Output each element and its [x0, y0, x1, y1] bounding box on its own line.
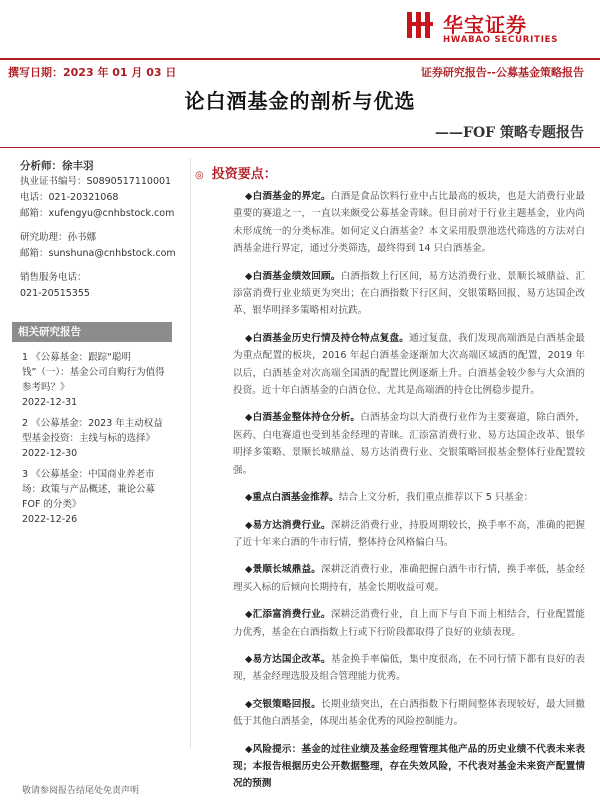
analyst-phone: 电话：021-20321068	[20, 192, 119, 203]
point-paragraph: ◆白酒基金整体持仓分析。白酒基金均以大消费行业作为主要赛道，除白酒外，医药、白电赛道也受到基金经理的青睐。汇添富消费行业、易方达国企改革、银华明择多策略、景顺长城鼎益、易方达消费行业、交银策略回报基金整体行业配置较强。	[233, 412, 585, 476]
assistant-name: 研究助理：孙书娜	[20, 232, 97, 243]
logo-chinese: 华宝证券	[443, 13, 527, 37]
investment-points-title: ◎ 投资要点：	[195, 167, 277, 182]
report-date: 撰写日期：2023 年 01 月 03 日	[8, 66, 177, 79]
point-paragraph: ◆白酒基金历史行情及持仓特点复盘。通过复盘，我们发现高端酒是白酒基金最为重点配置的板块，2016 年起白酒基金逐渐加大次高端区域酒的配置，2019 年以后，白酒基金对次高端全国酒的配置比例逐渐上升。白酒基金较少参与大众酒的投资。近十年白酒基金的白酒仓位、尤其是高端酒的持仓比例稳步提升。	[233, 332, 585, 397]
related-report-date: 2022-12-31	[22, 397, 78, 408]
analyst-name: 分析师：徐丰羽	[20, 160, 94, 172]
target-icon: ◎	[195, 170, 204, 181]
huabao-logo-icon	[405, 10, 435, 40]
related-reports-header: 相关研究报告	[12, 322, 172, 342]
fund-recommendation: ◆易方达消费行业。深耕泛消费行业，持股周期较长，换手率不高，准确的把握了近十年来白酒的牛市行情，整体持仓风格偏白马。	[233, 519, 585, 548]
point-paragraph: ◆白酒基金绩效回顾。白酒指数上行区间，易方达消费行业、景顺长城鼎益、汇添富消费行业业绩更为突出；在白酒指数下行区间，交银策略回报、易方达国企改革、银华明择多策略相对抗跌。	[233, 270, 586, 317]
report-type: 证券研究报告--公募基金策略报告	[420, 66, 584, 79]
related-report-item[interactable]	[22, 467, 172, 527]
page-subtitle: ——FOF 策略专题报告	[435, 125, 584, 141]
risk-warning: ◆风险提示：基金的过往业绩及基金经理管理其他产品的历史业绩不代表未来表现；本报告根据历史公开数据整理，存在失效风险，不代表对基金未来资产配置情况的预测	[233, 743, 585, 790]
header-divider	[0, 58, 600, 60]
license-number: 执业证书编号：S0890517110001	[20, 176, 172, 187]
fund-recommendation: ◆景顺长城鼎益。深耕泛消费行业，准确把握白酒牛市行情，换手率低，基金经理买入标的后倾向长期持有，基金长期收益可观。	[233, 564, 585, 593]
title-divider	[0, 147, 600, 148]
point-paragraph: ◆白酒基金的界定。白酒是食品饮料行业中占比最高的板块，也是大消费行业最重要的赛道之一，一直以来颇受公募基金青睐。但目前对于行业主题基金，业内尚未形成统一的分类标准。如何定义白酒基金？本文采用股票池迭代筛选的方法对白酒基金进行界定，通过分类筛选，最终得到 14 只白酒基金。	[233, 191, 585, 255]
investment-points	[233, 188, 585, 803]
analyst-info	[20, 158, 180, 302]
page-title: 论白酒基金的剖析与优选	[184, 89, 416, 113]
disclaimer-note: 敬请参阅报告结尾处免责声明	[22, 786, 140, 796]
related-report-title: 1 《公募基金：跟踪“聪明钱”（一）：基金公司自购行为值得参考吗？》	[22, 352, 165, 393]
company-logo	[405, 8, 585, 48]
sales-label: 销售服务电话：	[20, 272, 87, 283]
fund-recommendation: ◆易方达国企改革。基金换手率偏低，集中度很高，在不同行情下都有良好的表现，基金经理选股及组合管理能力优秀。	[233, 653, 585, 683]
assistant-email[interactable]: 邮箱：sunshuna@cnhbstock.com	[20, 248, 176, 259]
logo-english: HWABAO SECURITIES	[443, 35, 559, 45]
fund-recommendation: ◆汇添富消费行业。深耕泛消费行业，自上而下与自下而上相结合，行业配置能力优秀，基金在白酒指数上行或下行阶段都取得了良好的业绩表现。	[233, 609, 585, 638]
related-report-title: 2 《公募基金：2023 年主动权益型基金投资：主线与标的选择》	[22, 418, 163, 444]
fund-recommendation: ◆交银策略回报。长期业绩突出，在白酒指数下行期间整体表现较好，最大回撤低于其他白酒基金，体现出基金优秀的风险控制能力。	[233, 698, 585, 728]
related-report-item[interactable]	[22, 416, 172, 461]
related-report-title: 3 《公募基金：中国商业养老市场：政策与产品概述，兼论公募 FOF 的分类》	[22, 469, 156, 510]
sales-phone: 021-20515355	[20, 288, 90, 299]
related-report-date: 2022-12-30	[22, 448, 78, 459]
related-report-date: 2022-12-26	[22, 514, 78, 525]
related-reports-list	[22, 350, 172, 533]
analyst-email[interactable]: 邮箱：xufengyu@cnhbstock.com	[20, 208, 175, 219]
column-divider	[190, 158, 191, 748]
point-paragraph: ◆重点白酒基金推荐。结合上文分析，我们重点推荐以下 5 只基金：	[245, 492, 534, 504]
related-report-item[interactable]	[22, 350, 172, 410]
